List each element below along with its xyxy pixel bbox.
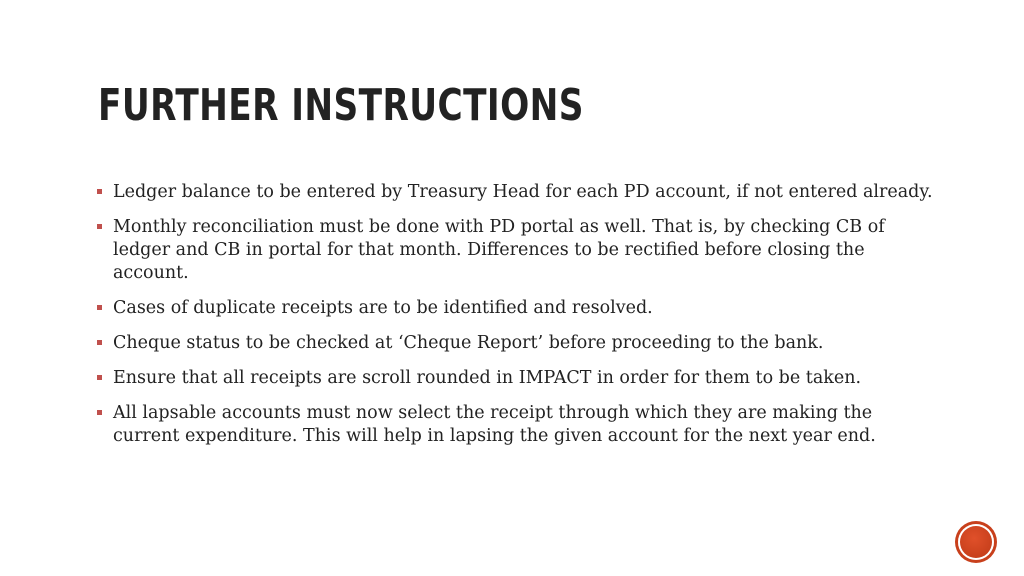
bullet-text: Ensure that all receipts are scroll rounded in IMPACT in order for them to be taken. (113, 368, 862, 388)
bullet-square-icon (97, 375, 102, 380)
list-item (97, 297, 937, 320)
bullet-text: Cases of duplicate receipts are to be identified and resolved. (113, 298, 653, 318)
list-item (97, 181, 937, 204)
bullet-text: Cheque status to be checked at ‘Cheque Report’ before proceeding to the bank. (113, 333, 824, 353)
bullet-square-icon (97, 224, 102, 229)
list-item (97, 332, 937, 355)
slide-title: FURTHER INSTRUCTIONS (98, 80, 584, 131)
slide-number-circle-icon (958, 524, 994, 560)
bullet-square-icon (97, 340, 102, 345)
bullet-square-icon (97, 305, 102, 310)
list-item (97, 402, 937, 448)
bullet-text: All lapsable accounts must now select the receipt through which they are making the current expenditure. This will help in lapsing the given account for the next year end. (113, 403, 876, 446)
bullet-list (97, 181, 937, 460)
bullet-text: Ledger balance to be entered by Treasury Head for each PD account, if not entered already. (113, 182, 933, 202)
bullet-square-icon (97, 410, 102, 415)
list-item (97, 216, 937, 285)
bullet-square-icon (97, 189, 102, 194)
list-item (97, 367, 937, 390)
bullet-text: Monthly reconciliation must be done with PD portal as well. That is, by checking CB of ledger and CB in portal for that month. Differences to be rectified before closing the account. (113, 217, 885, 283)
